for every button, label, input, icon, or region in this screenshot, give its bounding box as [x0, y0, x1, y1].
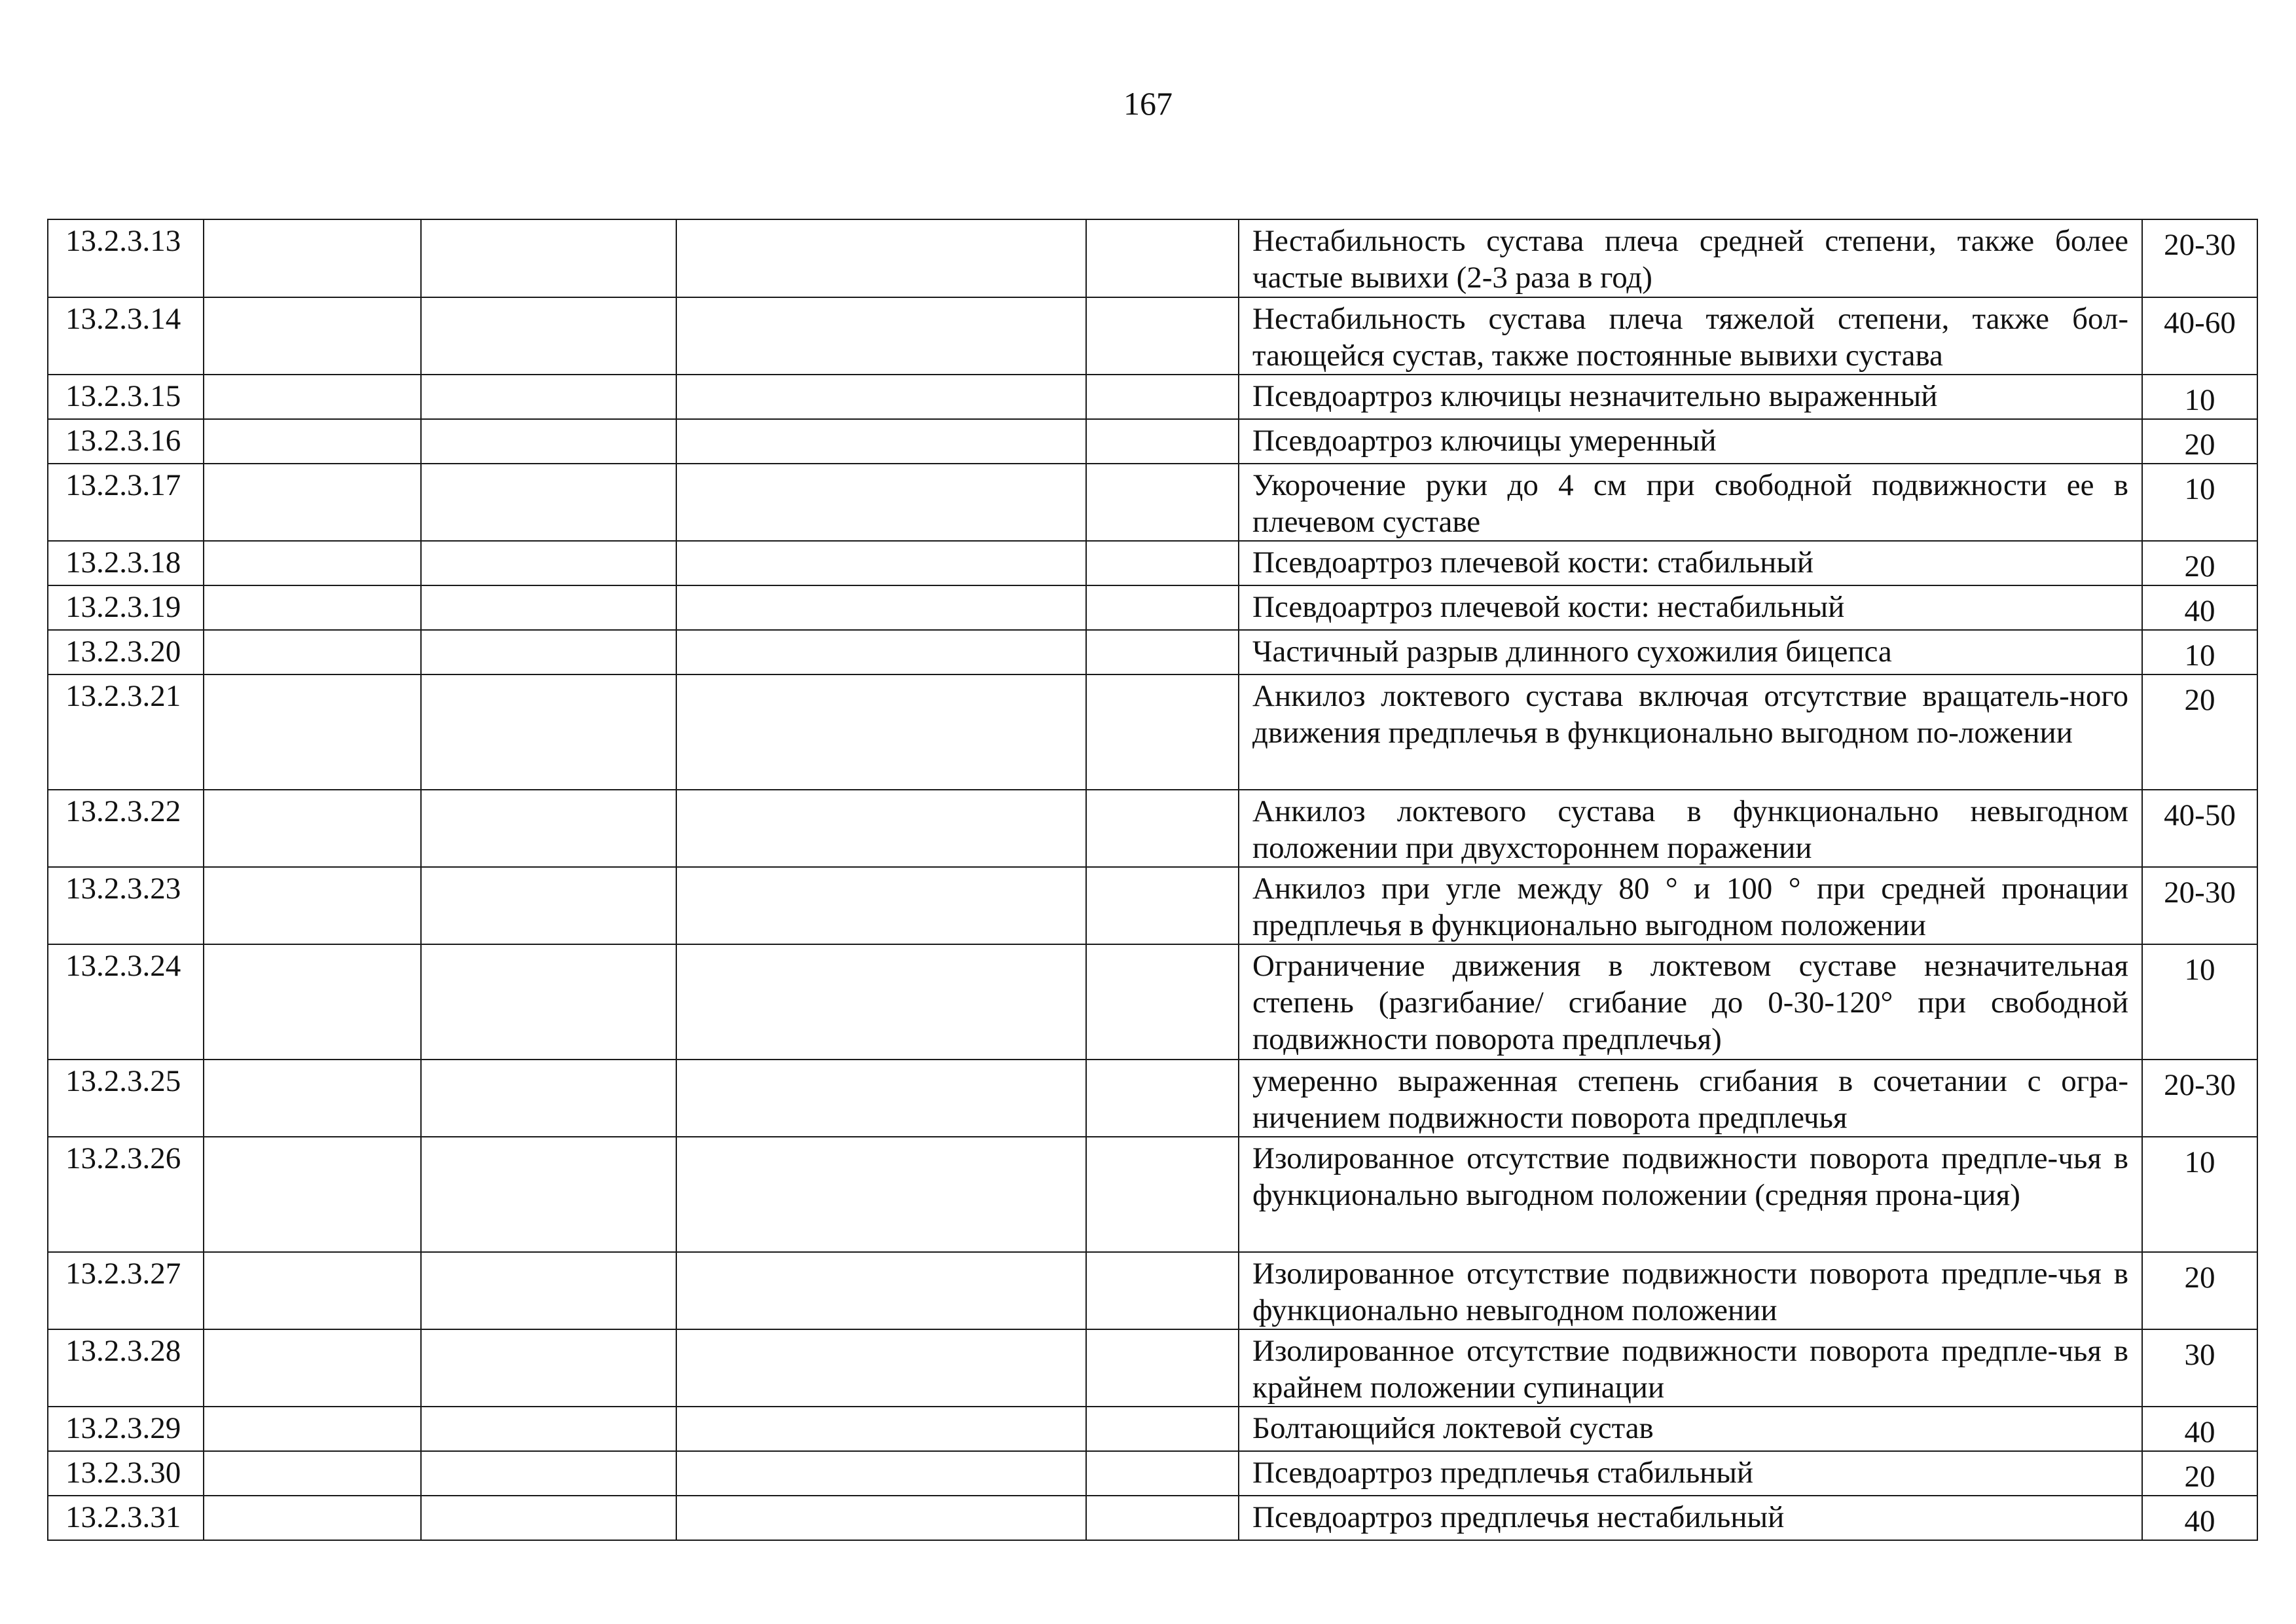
- empty-cell: [204, 419, 421, 464]
- empty-cell: [676, 419, 1086, 464]
- table-body: [48, 219, 2257, 1540]
- row-value-cell: 40-50: [2142, 790, 2257, 867]
- row-value-cell: 10: [2142, 630, 2257, 674]
- table-row: [48, 867, 2257, 944]
- empty-cell: [421, 297, 676, 375]
- empty-cell: [204, 464, 421, 541]
- row-code-cell: 13.2.3.17: [48, 464, 204, 541]
- empty-cell: [676, 1451, 1086, 1496]
- row-code-cell: 13.2.3.15: [48, 375, 204, 419]
- row-code-cell: 13.2.3.20: [48, 630, 204, 674]
- row-code-cell: 13.2.3.28: [48, 1329, 204, 1407]
- empty-cell: [1086, 464, 1239, 541]
- table-row: [48, 1496, 2257, 1540]
- empty-cell: [1086, 1496, 1239, 1540]
- empty-cell: [1086, 297, 1239, 375]
- table-row: [48, 419, 2257, 464]
- empty-cell: [421, 541, 676, 585]
- table-row: [48, 1060, 2257, 1137]
- row-code-cell: 13.2.3.23: [48, 867, 204, 944]
- row-description-cell: Нестабильность сустава плеча тяжелой степени, также бол-тающейся сустав, также постоянные вывихи сустава: [1239, 297, 2142, 375]
- table-row: [48, 1451, 2257, 1496]
- empty-cell: [676, 464, 1086, 541]
- empty-cell: [676, 541, 1086, 585]
- empty-cell: [421, 585, 676, 630]
- empty-cell: [421, 219, 676, 297]
- row-value-cell: 20-30: [2142, 867, 2257, 944]
- row-value-cell: 40: [2142, 1407, 2257, 1451]
- row-value-cell: 40: [2142, 1496, 2257, 1540]
- empty-cell: [204, 1137, 421, 1252]
- empty-cell: [204, 944, 421, 1060]
- empty-cell: [421, 867, 676, 944]
- empty-cell: [204, 375, 421, 419]
- empty-cell: [421, 1137, 676, 1252]
- row-description-cell: Ограничение движения в локтевом суставе незначительная степень (разгибание/ сгибание до 0-30-120° при свободной подвижности поворота предплечья): [1239, 944, 2142, 1060]
- empty-cell: [1086, 1252, 1239, 1329]
- empty-cell: [676, 1496, 1086, 1540]
- empty-cell: [1086, 630, 1239, 674]
- empty-cell: [204, 1060, 421, 1137]
- empty-cell: [1086, 1137, 1239, 1252]
- table-row: [48, 944, 2257, 1060]
- empty-cell: [1086, 1407, 1239, 1451]
- empty-cell: [421, 464, 676, 541]
- row-description-cell: Псевдоартроз предплечья стабильный: [1239, 1451, 2142, 1496]
- empty-cell: [421, 1060, 676, 1137]
- page-number: 167: [1123, 85, 1173, 122]
- empty-cell: [1086, 674, 1239, 790]
- row-description-cell: Частичный разрыв длинного сухожилия бицепса: [1239, 630, 2142, 674]
- row-code-cell: 13.2.3.29: [48, 1407, 204, 1451]
- row-description-cell: Анкилоз при угле между 80 ° и 100 ° при средней пронации предплечья в функционально выгодном положении: [1239, 867, 2142, 944]
- row-value-cell: 20: [2142, 674, 2257, 790]
- row-value-cell: 10: [2142, 1137, 2257, 1252]
- empty-cell: [204, 1252, 421, 1329]
- empty-cell: [421, 674, 676, 790]
- empty-cell: [1086, 790, 1239, 867]
- row-description-cell: Нестабильность сустава плеча средней степени, также более частые вывихи (2-3 раза в год): [1239, 219, 2142, 297]
- empty-cell: [1086, 867, 1239, 944]
- empty-cell: [421, 1329, 676, 1407]
- row-value-cell: 20: [2142, 1451, 2257, 1496]
- row-code-cell: 13.2.3.25: [48, 1060, 204, 1137]
- row-code-cell: 13.2.3.26: [48, 1137, 204, 1252]
- empty-cell: [1086, 375, 1239, 419]
- empty-cell: [421, 1407, 676, 1451]
- row-description-cell: Укорочение руки до 4 см при свободной подвижности ее в плечевом суставе: [1239, 464, 2142, 541]
- row-code-cell: 13.2.3.19: [48, 585, 204, 630]
- empty-cell: [421, 790, 676, 867]
- empty-cell: [676, 790, 1086, 867]
- row-code-cell: 13.2.3.30: [48, 1451, 204, 1496]
- empty-cell: [1086, 1451, 1239, 1496]
- empty-cell: [676, 585, 1086, 630]
- row-value-cell: 40-60: [2142, 297, 2257, 375]
- row-description-cell: Анкилоз локтевого сустава в функционально невыгодном положении при двухстороннем поражении: [1239, 790, 2142, 867]
- empty-cell: [421, 375, 676, 419]
- empty-cell: [204, 219, 421, 297]
- empty-cell: [676, 944, 1086, 1060]
- empty-cell: [204, 1329, 421, 1407]
- row-description-cell: Болтающийся локтевой сустав: [1239, 1407, 2142, 1451]
- empty-cell: [676, 1407, 1086, 1451]
- row-code-cell: 13.2.3.18: [48, 541, 204, 585]
- empty-cell: [204, 585, 421, 630]
- row-description-cell: Псевдоартроз ключицы умеренный: [1239, 419, 2142, 464]
- table-row: [48, 219, 2257, 297]
- empty-cell: [421, 630, 676, 674]
- row-description-cell: Изолированное отсутствие подвижности поворота предпле-чья в функционально выгодном положении (средняя прона-ция): [1239, 1137, 2142, 1252]
- empty-cell: [204, 674, 421, 790]
- empty-cell: [1086, 419, 1239, 464]
- row-code-cell: 13.2.3.21: [48, 674, 204, 790]
- row-code-cell: 13.2.3.27: [48, 1252, 204, 1329]
- row-code-cell: 13.2.3.16: [48, 419, 204, 464]
- empty-cell: [1086, 585, 1239, 630]
- disability-rating-table: [47, 219, 2258, 1541]
- empty-cell: [1086, 1329, 1239, 1407]
- row-description-cell: Псевдоартроз плечевой кости: стабильный: [1239, 541, 2142, 585]
- empty-cell: [1086, 944, 1239, 1060]
- empty-cell: [676, 375, 1086, 419]
- table-row: [48, 1329, 2257, 1407]
- empty-cell: [1086, 219, 1239, 297]
- empty-cell: [676, 1329, 1086, 1407]
- table-row: [48, 375, 2257, 419]
- empty-cell: [1086, 1060, 1239, 1137]
- empty-cell: [676, 867, 1086, 944]
- empty-cell: [676, 674, 1086, 790]
- empty-cell: [676, 630, 1086, 674]
- table-row: [48, 1407, 2257, 1451]
- empty-cell: [204, 867, 421, 944]
- row-code-cell: 13.2.3.22: [48, 790, 204, 867]
- row-value-cell: 10: [2142, 464, 2257, 541]
- empty-cell: [676, 1137, 1086, 1252]
- row-value-cell: 10: [2142, 375, 2257, 419]
- row-value-cell: 30: [2142, 1329, 2257, 1407]
- table-row: [48, 674, 2257, 790]
- row-value-cell: 20: [2142, 541, 2257, 585]
- table-row: [48, 541, 2257, 585]
- empty-cell: [204, 790, 421, 867]
- row-code-cell: 13.2.3.31: [48, 1496, 204, 1540]
- empty-cell: [204, 1451, 421, 1496]
- table-row: [48, 1137, 2257, 1252]
- empty-cell: [204, 541, 421, 585]
- row-value-cell: 20: [2142, 1252, 2257, 1329]
- empty-cell: [421, 944, 676, 1060]
- empty-cell: [421, 1451, 676, 1496]
- empty-cell: [204, 1496, 421, 1540]
- table-row: [48, 790, 2257, 867]
- table-row: [48, 464, 2257, 541]
- row-description-cell: Псевдоартроз предплечья нестабильный: [1239, 1496, 2142, 1540]
- row-description-cell: Анкилоз локтевого сустава включая отсутствие вращатель-ного движения предплечья в функционально выгодном по-ложении: [1239, 674, 2142, 790]
- row-value-cell: 10: [2142, 944, 2257, 1060]
- empty-cell: [421, 1496, 676, 1540]
- table-row: [48, 297, 2257, 375]
- row-value-cell: 20-30: [2142, 219, 2257, 297]
- table-row: [48, 630, 2257, 674]
- table-row: [48, 1252, 2257, 1329]
- row-value-cell: 20-30: [2142, 1060, 2257, 1137]
- row-description-cell: Псевдоартроз плечевой кости: нестабильный: [1239, 585, 2142, 630]
- empty-cell: [1086, 541, 1239, 585]
- empty-cell: [421, 419, 676, 464]
- empty-cell: [676, 219, 1086, 297]
- empty-cell: [676, 1060, 1086, 1137]
- row-value-cell: 40: [2142, 585, 2257, 630]
- table-row: [48, 585, 2257, 630]
- row-description-cell: умеренно выраженная степень сгибания в сочетании с огра-ничением подвижности поворота предплечья: [1239, 1060, 2142, 1137]
- empty-cell: [204, 630, 421, 674]
- empty-cell: [676, 297, 1086, 375]
- row-description-cell: Изолированное отсутствие подвижности поворота предпле-чья в функционально невыгодном положении: [1239, 1252, 2142, 1329]
- row-code-cell: 13.2.3.24: [48, 944, 204, 1060]
- row-code-cell: 13.2.3.13: [48, 219, 204, 297]
- row-code-cell: 13.2.3.14: [48, 297, 204, 375]
- empty-cell: [204, 1407, 421, 1451]
- empty-cell: [676, 1252, 1086, 1329]
- empty-cell: [421, 1252, 676, 1329]
- empty-cell: [204, 297, 421, 375]
- row-description-cell: Изолированное отсутствие подвижности поворота предпле-чья в крайнем положении супинации: [1239, 1329, 2142, 1407]
- row-description-cell: Псевдоартроз ключицы незначительно выраженный: [1239, 375, 2142, 419]
- row-value-cell: 20: [2142, 419, 2257, 464]
